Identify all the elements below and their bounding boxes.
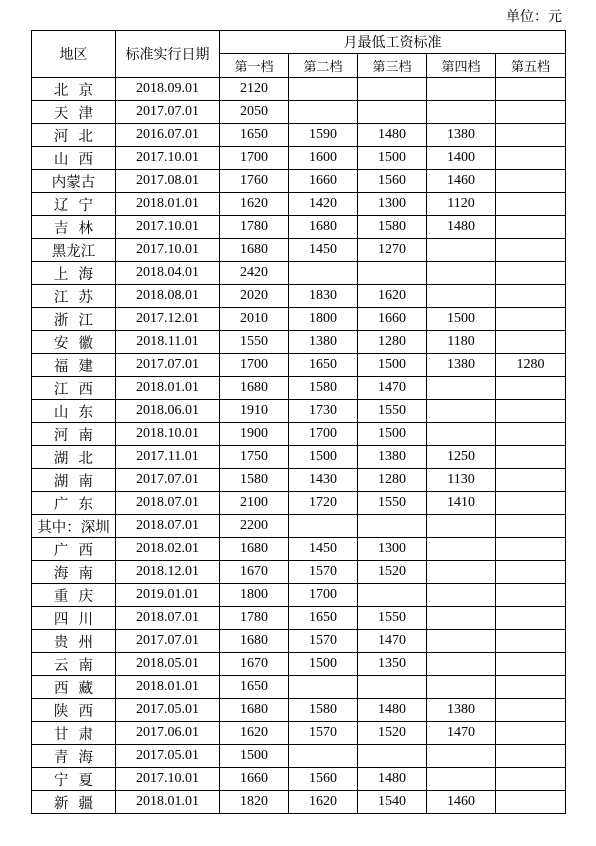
- tier-2-cell: 1600: [289, 147, 358, 170]
- tier-4-cell: [427, 262, 496, 285]
- tier-5-cell: [496, 285, 566, 308]
- tier-5-cell: [496, 584, 566, 607]
- table-row: [32, 653, 566, 676]
- tier-2-cell: 1570: [289, 722, 358, 745]
- tier-3-cell: [358, 676, 427, 699]
- tier-1-cell: 1750: [220, 446, 289, 469]
- tier-3-cell: 1470: [358, 377, 427, 400]
- tier-4-cell: 1380: [427, 354, 496, 377]
- date-column-header: 标准实行日期: [116, 31, 220, 78]
- minimum-wage-table: [31, 30, 566, 814]
- date-cell: 2018.06.01: [116, 400, 220, 423]
- tier-1-cell: 1680: [220, 538, 289, 561]
- tier-5-cell: [496, 699, 566, 722]
- date-cell: 2017.12.01: [116, 308, 220, 331]
- tier-3-cell: 1560: [358, 170, 427, 193]
- tier-4-cell: [427, 377, 496, 400]
- date-cell: 2017.07.01: [116, 101, 220, 124]
- date-cell: 2018.07.01: [116, 607, 220, 630]
- tier-3-cell: 1520: [358, 561, 427, 584]
- tier-5-cell: [496, 147, 566, 170]
- tier-4-cell: 1480: [427, 216, 496, 239]
- tier-5-cell: [496, 170, 566, 193]
- tier-3-cell: 1270: [358, 239, 427, 262]
- region-cell: 辽宁: [32, 193, 116, 216]
- tier-2-cell: 1570: [289, 630, 358, 653]
- region-column-header: 地区: [32, 31, 116, 78]
- tier-1-cell: 1650: [220, 124, 289, 147]
- tier-4-cell: 1250: [427, 446, 496, 469]
- tier-1-cell: 1680: [220, 377, 289, 400]
- tier-5-cell: 1280: [496, 354, 566, 377]
- tier-2-cell: [289, 78, 358, 101]
- table-row: [32, 561, 566, 584]
- table-row: [32, 101, 566, 124]
- tier-2-cell: 1700: [289, 423, 358, 446]
- tier-5-cell: [496, 469, 566, 492]
- tier-3-cell: 1480: [358, 699, 427, 722]
- region-cell: 宁夏: [32, 768, 116, 791]
- tier-4-cell: 1380: [427, 124, 496, 147]
- tier-5-cell: [496, 791, 566, 814]
- region-cell: 安徽: [32, 331, 116, 354]
- table-row: [32, 262, 566, 285]
- tier-2-cell: [289, 745, 358, 768]
- tier-2-cell: 1590: [289, 124, 358, 147]
- region-cell: 海南: [32, 561, 116, 584]
- tier-3-cell: 1500: [358, 423, 427, 446]
- table-row: [32, 791, 566, 814]
- tier-4-cell: [427, 630, 496, 653]
- tier-4-cell: 1460: [427, 791, 496, 814]
- date-cell: 2017.10.01: [116, 239, 220, 262]
- tier-1-cell: 1760: [220, 170, 289, 193]
- table-row: [32, 676, 566, 699]
- table-row: [32, 193, 566, 216]
- tier-1-cell: 1500: [220, 745, 289, 768]
- tier-3-cell: 1550: [358, 607, 427, 630]
- tier-4-cell: 1470: [427, 722, 496, 745]
- tier-2-cell: 1450: [289, 239, 358, 262]
- tier-5-cell: [496, 446, 566, 469]
- tier-1-cell: 1780: [220, 607, 289, 630]
- region-cell: 天津: [32, 101, 116, 124]
- date-cell: 2017.05.01: [116, 699, 220, 722]
- tier-2-cell: 1650: [289, 607, 358, 630]
- tier-4-cell: 1460: [427, 170, 496, 193]
- date-cell: 2018.07.01: [116, 492, 220, 515]
- date-cell: 2016.07.01: [116, 124, 220, 147]
- tier-1-header: 第一档: [220, 54, 289, 78]
- tier-2-cell: [289, 676, 358, 699]
- tier-2-cell: [289, 262, 358, 285]
- tier-4-cell: 1400: [427, 147, 496, 170]
- date-cell: 2017.11.01: [116, 446, 220, 469]
- table-row: [32, 722, 566, 745]
- region-cell: 江苏: [32, 285, 116, 308]
- table-row: [32, 469, 566, 492]
- date-cell: 2017.10.01: [116, 147, 220, 170]
- tier-3-cell: 1470: [358, 630, 427, 653]
- tier-1-cell: 1620: [220, 193, 289, 216]
- tier-4-cell: [427, 515, 496, 538]
- tier-1-cell: 2100: [220, 492, 289, 515]
- tier-1-cell: 1700: [220, 354, 289, 377]
- tier-2-cell: [289, 515, 358, 538]
- date-cell: 2018.09.01: [116, 78, 220, 101]
- date-cell: 2018.01.01: [116, 193, 220, 216]
- date-cell: 2017.06.01: [116, 722, 220, 745]
- date-cell: 2017.10.01: [116, 768, 220, 791]
- tier-4-cell: [427, 584, 496, 607]
- tier-5-cell: [496, 101, 566, 124]
- region-cell: 重庆: [32, 584, 116, 607]
- tier-3-cell: [358, 584, 427, 607]
- tier-1-cell: 2050: [220, 101, 289, 124]
- tier-2-cell: 1700: [289, 584, 358, 607]
- tier-1-cell: 1620: [220, 722, 289, 745]
- tier-4-cell: [427, 538, 496, 561]
- table-body: [32, 78, 566, 814]
- tier-4-cell: 1500: [427, 308, 496, 331]
- table-row: [32, 400, 566, 423]
- tier-5-cell: [496, 216, 566, 239]
- tier-3-cell: 1380: [358, 446, 427, 469]
- table-header: [32, 31, 566, 78]
- tier-5-cell: [496, 262, 566, 285]
- region-cell: 内蒙古: [32, 170, 116, 193]
- region-cell: 福建: [32, 354, 116, 377]
- table-row: [32, 699, 566, 722]
- tier-2-cell: 1580: [289, 699, 358, 722]
- tier-2-cell: 1380: [289, 331, 358, 354]
- tier-2-cell: 1620: [289, 791, 358, 814]
- tier-1-cell: 2120: [220, 78, 289, 101]
- table-row: [32, 124, 566, 147]
- region-cell: 其中：深圳: [32, 515, 116, 538]
- date-cell: 2019.01.01: [116, 584, 220, 607]
- date-cell: 2018.01.01: [116, 676, 220, 699]
- tier-4-header: 第四档: [427, 54, 496, 78]
- tier-3-cell: 1540: [358, 791, 427, 814]
- region-cell: 吉林: [32, 216, 116, 239]
- tier-2-cell: 1560: [289, 768, 358, 791]
- tier-5-cell: [496, 561, 566, 584]
- tier-3-cell: 1280: [358, 469, 427, 492]
- tier-5-cell: [496, 653, 566, 676]
- tier-5-cell: [496, 722, 566, 745]
- region-cell: 陕西: [32, 699, 116, 722]
- region-cell: 甘肃: [32, 722, 116, 745]
- tier-3-cell: 1620: [358, 285, 427, 308]
- tier-1-cell: 2420: [220, 262, 289, 285]
- tier-5-cell: [496, 400, 566, 423]
- tier-5-cell: [496, 676, 566, 699]
- tier-2-cell: 1730: [289, 400, 358, 423]
- date-cell: 2018.02.01: [116, 538, 220, 561]
- table-row: [32, 515, 566, 538]
- table-row: [32, 331, 566, 354]
- region-cell: 广东: [32, 492, 116, 515]
- region-cell: 上海: [32, 262, 116, 285]
- tier-2-cell: 1580: [289, 377, 358, 400]
- tier-5-cell: [496, 377, 566, 400]
- tier-4-cell: [427, 239, 496, 262]
- region-cell: 山西: [32, 147, 116, 170]
- tier-3-cell: 1300: [358, 538, 427, 561]
- date-cell: 2018.05.01: [116, 653, 220, 676]
- tier-5-cell: [496, 308, 566, 331]
- tier-1-cell: 1550: [220, 331, 289, 354]
- tier-4-cell: 1130: [427, 469, 496, 492]
- date-cell: 2018.07.01: [116, 515, 220, 538]
- tier-2-cell: 1720: [289, 492, 358, 515]
- tier-2-cell: 1500: [289, 653, 358, 676]
- date-cell: 2018.12.01: [116, 561, 220, 584]
- table-row: [32, 308, 566, 331]
- tier-1-cell: 1580: [220, 469, 289, 492]
- tier-2-cell: 1420: [289, 193, 358, 216]
- table-row: [32, 607, 566, 630]
- tier-2-cell: 1680: [289, 216, 358, 239]
- tier-1-cell: 1820: [220, 791, 289, 814]
- tier-5-cell: [496, 515, 566, 538]
- tier-2-cell: 1450: [289, 538, 358, 561]
- table-row: [32, 745, 566, 768]
- tier-3-cell: 1480: [358, 768, 427, 791]
- region-cell: 河南: [32, 423, 116, 446]
- region-cell: 云南: [32, 653, 116, 676]
- tier-5-cell: [496, 124, 566, 147]
- tier-1-cell: 1650: [220, 676, 289, 699]
- table-row: [32, 216, 566, 239]
- date-cell: 2018.01.01: [116, 791, 220, 814]
- region-cell: 河北: [32, 124, 116, 147]
- tier-3-cell: 1500: [358, 354, 427, 377]
- tier-3-cell: 1520: [358, 722, 427, 745]
- tier-1-cell: 1680: [220, 239, 289, 262]
- tier-5-cell: [496, 607, 566, 630]
- date-cell: 2018.11.01: [116, 331, 220, 354]
- tier-3-cell: 1660: [358, 308, 427, 331]
- tier-5-cell: [496, 239, 566, 262]
- tier-3-cell: [358, 262, 427, 285]
- region-cell: 江西: [32, 377, 116, 400]
- tier-4-cell: [427, 768, 496, 791]
- tier-4-cell: [427, 101, 496, 124]
- region-cell: 广西: [32, 538, 116, 561]
- table-row: [32, 630, 566, 653]
- tier-3-cell: [358, 515, 427, 538]
- tier-1-cell: 2020: [220, 285, 289, 308]
- tier-2-header: 第二档: [289, 54, 358, 78]
- region-cell: 浙江: [32, 308, 116, 331]
- tier-5-cell: [496, 538, 566, 561]
- tier-3-header: 第三档: [358, 54, 427, 78]
- date-cell: 2018.08.01: [116, 285, 220, 308]
- tier-2-cell: 1430: [289, 469, 358, 492]
- region-cell: 贵州: [32, 630, 116, 653]
- tier-4-cell: 1410: [427, 492, 496, 515]
- date-cell: 2017.07.01: [116, 354, 220, 377]
- tier-3-cell: [358, 745, 427, 768]
- region-cell: 黑龙江: [32, 239, 116, 262]
- unit-label: 单位：元: [506, 9, 562, 25]
- tier-5-cell: [496, 423, 566, 446]
- tier-2-cell: 1830: [289, 285, 358, 308]
- date-cell: 2017.10.01: [116, 216, 220, 239]
- tier-3-cell: [358, 101, 427, 124]
- tier-4-cell: [427, 676, 496, 699]
- region-cell: 山东: [32, 400, 116, 423]
- tier-1-cell: 1670: [220, 653, 289, 676]
- tier-4-cell: [427, 745, 496, 768]
- tier-4-cell: [427, 561, 496, 584]
- tier-2-cell: 1500: [289, 446, 358, 469]
- tier-1-cell: 1670: [220, 561, 289, 584]
- table-row: [32, 423, 566, 446]
- tier-1-cell: 1660: [220, 768, 289, 791]
- tier-1-cell: 1910: [220, 400, 289, 423]
- region-cell: 北京: [32, 78, 116, 101]
- tier-5-header: 第五档: [496, 54, 566, 78]
- table-row: [32, 538, 566, 561]
- tier-3-cell: 1500: [358, 147, 427, 170]
- table-row: [32, 768, 566, 791]
- region-cell: 西藏: [32, 676, 116, 699]
- tier-5-cell: [496, 630, 566, 653]
- tier-5-cell: [496, 331, 566, 354]
- tier-3-cell: [358, 78, 427, 101]
- table-row: [32, 354, 566, 377]
- tier-5-cell: [496, 78, 566, 101]
- tier-2-cell: 1660: [289, 170, 358, 193]
- tier-3-cell: 1280: [358, 331, 427, 354]
- table-row: [32, 446, 566, 469]
- tier-1-cell: 1700: [220, 147, 289, 170]
- tier-4-cell: [427, 423, 496, 446]
- table-row: [32, 285, 566, 308]
- tier-4-cell: 1180: [427, 331, 496, 354]
- table-row: [32, 147, 566, 170]
- tier-5-cell: [496, 193, 566, 216]
- tier-2-cell: [289, 101, 358, 124]
- tier-4-cell: 1380: [427, 699, 496, 722]
- tier-1-cell: 2010: [220, 308, 289, 331]
- tier-4-cell: [427, 400, 496, 423]
- date-cell: 2017.07.01: [116, 469, 220, 492]
- wage-group-header: 月最低工资标准: [220, 31, 566, 54]
- tier-1-cell: 1680: [220, 630, 289, 653]
- date-cell: 2017.05.01: [116, 745, 220, 768]
- table-row: [32, 584, 566, 607]
- region-cell: 新疆: [32, 791, 116, 814]
- tier-4-cell: [427, 653, 496, 676]
- tier-3-cell: 1300: [358, 193, 427, 216]
- tier-3-cell: 1550: [358, 492, 427, 515]
- date-cell: 2018.04.01: [116, 262, 220, 285]
- tier-2-cell: 1570: [289, 561, 358, 584]
- tier-3-cell: 1480: [358, 124, 427, 147]
- table-row: [32, 492, 566, 515]
- tier-3-cell: 1550: [358, 400, 427, 423]
- tier-4-cell: 1120: [427, 193, 496, 216]
- date-cell: 2018.10.01: [116, 423, 220, 446]
- tier-2-cell: 1800: [289, 308, 358, 331]
- tier-1-cell: 1780: [220, 216, 289, 239]
- tier-3-cell: 1350: [358, 653, 427, 676]
- tier-5-cell: [496, 768, 566, 791]
- tier-1-cell: 1680: [220, 699, 289, 722]
- tier-2-cell: 1650: [289, 354, 358, 377]
- tier-1-cell: 1800: [220, 584, 289, 607]
- table-row: [32, 239, 566, 262]
- region-cell: 湖南: [32, 469, 116, 492]
- tier-5-cell: [496, 745, 566, 768]
- date-cell: 2017.08.01: [116, 170, 220, 193]
- region-cell: 青海: [32, 745, 116, 768]
- tier-1-cell: 2200: [220, 515, 289, 538]
- tier-4-cell: [427, 78, 496, 101]
- table-row: [32, 78, 566, 101]
- region-cell: 四川: [32, 607, 116, 630]
- date-cell: 2018.01.01: [116, 377, 220, 400]
- table-row: [32, 377, 566, 400]
- tier-5-cell: [496, 492, 566, 515]
- tier-3-cell: 1580: [358, 216, 427, 239]
- date-cell: 2017.07.01: [116, 630, 220, 653]
- table-row: [32, 170, 566, 193]
- tier-1-cell: 1900: [220, 423, 289, 446]
- region-cell: 湖北: [32, 446, 116, 469]
- tier-4-cell: [427, 607, 496, 630]
- tier-4-cell: [427, 285, 496, 308]
